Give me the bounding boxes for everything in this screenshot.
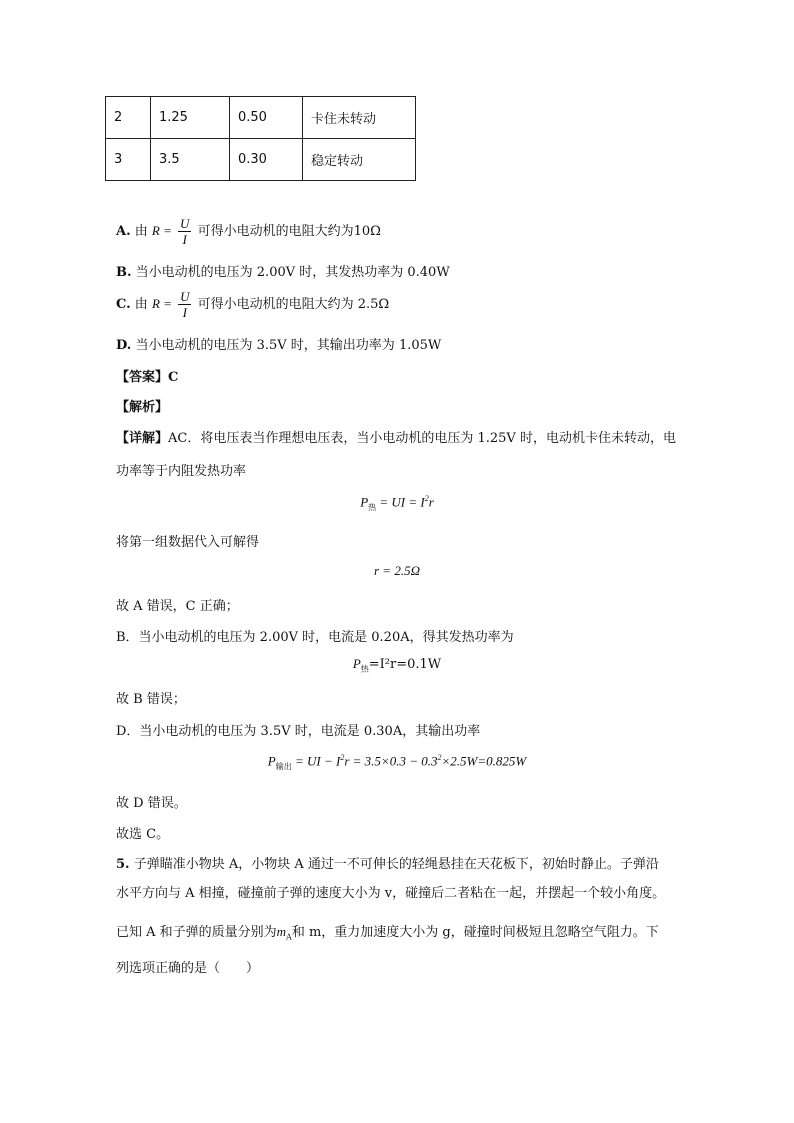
option-d (116, 334, 441, 353)
detail-paragraph-2: 功率等于内阻发热功率 (116, 464, 247, 479)
option-b-label: B. (116, 265, 132, 280)
option-a-text: 可得小电动机的电阻大约为10Ω (197, 224, 381, 239)
equation-heat-power: $P_热$ = UI = $I^2r$ (360, 494, 434, 512)
table-cell: 0.50 (230, 97, 303, 139)
option-c-label: C. (116, 297, 131, 312)
option-b (116, 261, 450, 280)
table-cell: 3.5 (151, 139, 230, 181)
detail-paragraph-9: 故选 C。 (116, 827, 170, 842)
question-number: 5. (116, 857, 130, 872)
detail-paragraph-3: 将第一组数据代入可解得 (116, 535, 260, 550)
option-a (116, 216, 381, 247)
question-5-line-3: 已知 A 和子弹的质量分别为$m_A$和 m，重力加速度大小为 g，碰撞时间极短且忽略空气阻力。下 (116, 924, 659, 942)
detail-paragraph-7: D．当小电动机的电压为 3.5V 时，电流是 0.30A，其输出功率 (116, 724, 481, 739)
option-c-pre: 由 (134, 297, 148, 312)
table-row (106, 139, 416, 181)
table-cell: 3 (106, 139, 151, 181)
detail-paragraph-4: 故 A 错误，C 正确； (116, 599, 239, 614)
option-a-formula: R = (151, 223, 172, 238)
option-a-label: A. (116, 224, 131, 239)
table-cell: 2 (106, 97, 151, 139)
table-row (106, 97, 416, 139)
option-b-text: 当小电动机的电压为 2.00V 时，其发热功率为 0.40W (135, 265, 450, 280)
data-table (105, 96, 416, 181)
detail-paragraph-8: 故 D 错误。 (116, 796, 187, 811)
option-c-formula: R = (151, 296, 172, 311)
question-5-line-1: 5. 子弹瞄准小物块 A，小物块 A 通过一不可伸长的轻绳悬挂在天花板下，初始时静止。子弹沿 (116, 857, 659, 872)
answer-label: 【答案】 (116, 370, 169, 385)
table-cell: 卡住未转动 (303, 97, 416, 139)
option-a-pre: 由 (134, 224, 148, 239)
table-cell: 0.30 (230, 139, 303, 181)
detail-paragraph-6: 故 B 错误； (116, 692, 186, 707)
answer-value: C (168, 370, 179, 385)
equation-output-power: $P_{输出}$ = UI − $I^2r = 3.5\times 0.3 - 0.3^2\times 2.5W=0.825W$ (267, 753, 527, 771)
option-a-fraction: $\frac{U}{I}$ (180, 216, 190, 247)
option-d-label: D. (116, 338, 132, 353)
option-d-text: 当小电动机的电压为 3.5V 时，其输出功率为 1.05W (135, 338, 442, 353)
detail-label: 【详解】 (116, 431, 169, 446)
detail-paragraph-1: 【详解】AC．将电压表当作理想电压表，当小电动机的电压为 1.25V 时，电动机卡住未转动，电 (116, 431, 676, 446)
option-c-text: 可得小电动机的电阻大约为 2.5Ω (197, 297, 390, 312)
table-cell: 1.25 (151, 97, 230, 139)
equation-heat-power-b: $P_热=I^2r=0.1W$ (352, 656, 442, 674)
question-5-line-2: 水平方向与 A 相撞，碰撞前子弹的速度大小为 v，碰撞后二者粘在一起，并摆起一个较小角度。 (116, 886, 666, 901)
answer-line (116, 366, 178, 385)
analysis-label: 【解析】 (116, 400, 169, 415)
table-cell: 稳定转动 (303, 139, 416, 181)
option-c-fraction: $\frac{U}{I}$ (180, 289, 190, 320)
option-c (116, 289, 389, 320)
detail-paragraph-5: B．当小电动机的电压为 2.00V 时，电流是 0.20A，得其发热功率为 (116, 630, 514, 645)
equation-resistance: r = 2.5Ω (374, 563, 420, 578)
question-5-line-4: 列选项正确的是（ ） (116, 961, 260, 976)
